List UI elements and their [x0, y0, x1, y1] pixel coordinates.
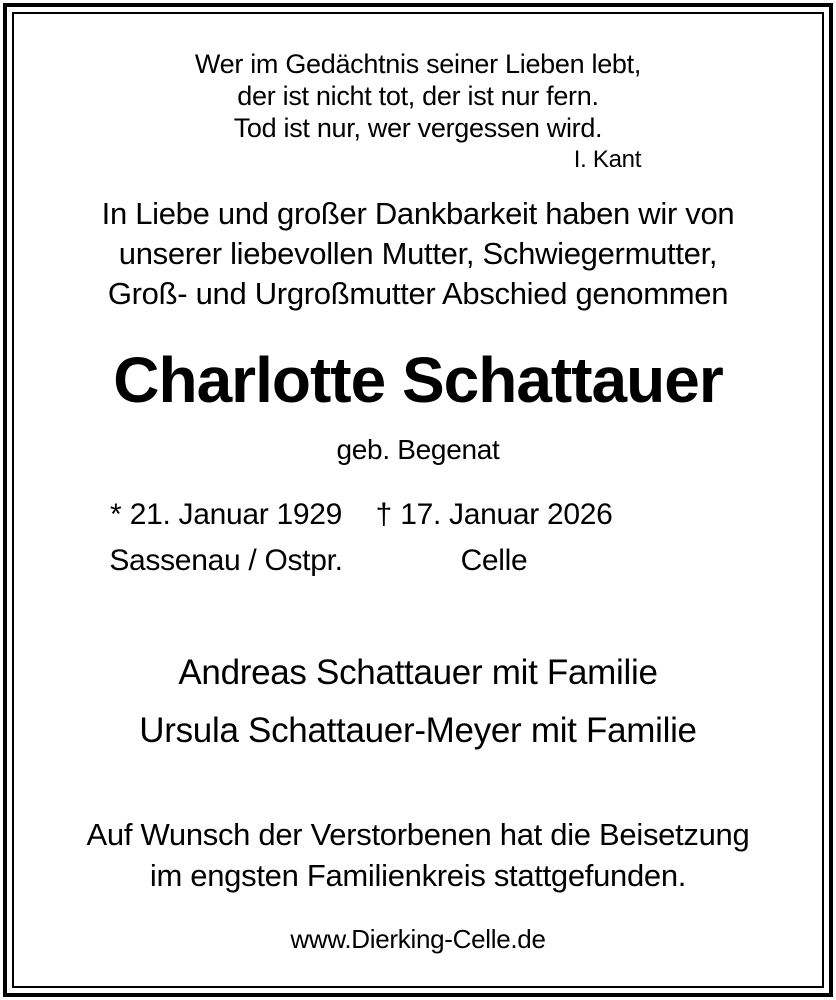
- quote-line-1: Wer im Gedächtnis seiner Lieben lebt,: [194, 49, 642, 79]
- birth-symbol: *: [109, 498, 122, 531]
- quote-line-3: Tod ist nur, wer vergessen wird.: [233, 113, 603, 143]
- intro-line-1: In Liebe und großer Dankbarkeit haben wir von: [101, 196, 735, 231]
- quote-line-2: der ist nicht tot, der ist nur fern.: [237, 81, 599, 111]
- birth-place: Sassenau / Ostpr.: [109, 544, 343, 577]
- maiden-name: geb. Begenat: [336, 434, 500, 465]
- death-place: Celle: [460, 544, 528, 577]
- death-date: 17. Januar 2026: [400, 498, 613, 531]
- quote-attribution: I. Kant: [573, 146, 642, 173]
- memorial-quote: [195, 48, 641, 174]
- closing-line-1: Auf Wunsch der Verstorbenen hat die Beisetzung: [86, 817, 750, 852]
- inner-border: [12, 12, 824, 988]
- death-date-line: [369, 492, 619, 538]
- birth-date: 21. Januar 1929: [129, 498, 343, 531]
- death-info: [369, 492, 619, 584]
- birth-date-line: [101, 492, 351, 538]
- mourner-line-1: Andreas Schattauer mit Familie: [178, 653, 658, 692]
- intro-line-3: Groß- und Urgroßmutter Abschied genommen: [107, 276, 729, 311]
- mourner-line-2: Ursula Schattauer-Meyer mit Familie: [139, 711, 697, 750]
- mourners-list: [14, 644, 822, 760]
- death-symbol: †: [375, 498, 392, 531]
- life-dates: [14, 492, 822, 584]
- intro-text: [14, 194, 822, 314]
- closing-text: [14, 814, 822, 896]
- outer-border: [3, 3, 833, 997]
- funeral-home-website: www.Dierking-Celle.de: [290, 924, 546, 954]
- closing-line-2: im engsten Familienkreis stattgefunden.: [149, 858, 687, 893]
- obituary-notice: [14, 14, 822, 986]
- deceased-name: Charlotte Schattauer: [113, 344, 723, 416]
- intro-line-2: unserer liebevollen Mutter, Schwiegermutter,: [118, 236, 718, 271]
- birth-info: [101, 492, 351, 584]
